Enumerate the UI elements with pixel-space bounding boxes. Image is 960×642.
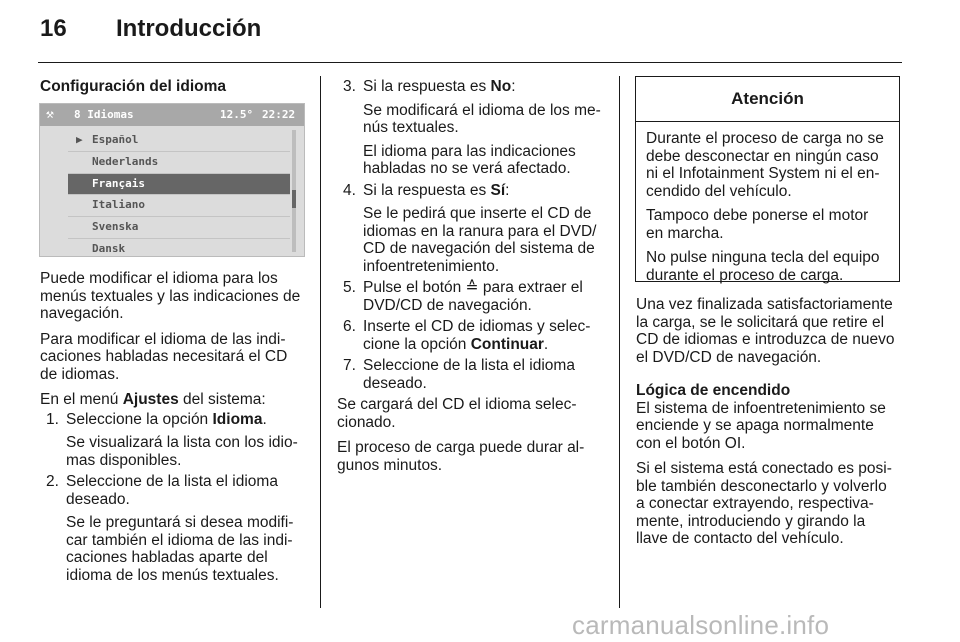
step-number: 1. [46, 410, 59, 428]
step-text: Seleccione de la lista el idioma deseado. [363, 357, 575, 392]
screen-scrollbar [292, 130, 296, 252]
step-text: Si la respuesta es No: [363, 78, 516, 95]
text: del sistema: [178, 391, 266, 408]
step-4 [337, 182, 609, 276]
step-5 [337, 279, 609, 314]
screen-time: 22:22 [262, 108, 296, 121]
step-note: Se le pedirá que inserte el CD de idiomas en la ranura para el DVD/ CD de navegación del sistema de infoentretenimiento. [363, 205, 597, 275]
steps-list [40, 411, 312, 585]
logic-paragraph: El sistema de infoentretenimiento se enciende y se apaga normalmente con el botón OI. [636, 399, 886, 452]
language-menu-screenshot [39, 103, 305, 257]
attention-paragraph: Durante el proceso de carga no se debe desconectar en ningún caso ni el Infotainment System ni el en- cendido del vehículo. [646, 130, 884, 200]
step-text: Si la respuesta es Sí: [363, 181, 510, 199]
middle-column [337, 78, 609, 482]
section-title: Configuración del idioma [40, 78, 227, 95]
step-2 [40, 473, 312, 584]
attention-paragraph: Tampoco debe ponerse el motor en marcha. [646, 207, 869, 242]
language-item [68, 195, 290, 217]
step-number: 7. [343, 357, 356, 374]
play-arrow-icon: ▶ [76, 133, 83, 146]
step-6 [337, 318, 609, 353]
cd-paragraph [40, 331, 312, 384]
attention-box [635, 76, 900, 282]
logic-title: Lógica de encendido [636, 382, 791, 399]
language-label: Français [92, 176, 145, 190]
step-number: 6. [343, 318, 356, 335]
menu-name: Ajustes [122, 391, 179, 408]
text: En el menú [40, 391, 123, 408]
attention-paragraph: No pulse ninguna tecla del equipo durante el proceso de carga. [646, 249, 880, 284]
settings-icon: ⚒ [46, 107, 54, 122]
language-list [68, 130, 290, 260]
language-item [68, 130, 290, 152]
language-item [68, 217, 290, 239]
intro-paragraph [40, 270, 312, 323]
language-item-selected [68, 174, 290, 196]
steps-list-continued [337, 78, 609, 392]
step-note: Se visualizará la lista con los idio- mas disponibles. [66, 434, 298, 469]
language-label: Español [92, 133, 139, 146]
language-label: Nederlands [92, 154, 159, 168]
step-1 [40, 411, 312, 470]
after-load-paragraph: Una vez finalizada satisfactoriamente la carga, se le solicitará que retire el CD de idiomas e introduzca de nuevo el DVD/CD de navegación. [636, 296, 895, 366]
left-column-text [40, 270, 312, 588]
language-label: Italiano [92, 198, 145, 212]
step-number: 3. [343, 78, 356, 95]
line: navegación. [40, 305, 124, 322]
column-divider-2 [619, 76, 620, 608]
language-label: Svenska [92, 220, 139, 234]
scrollbar-thumb [292, 190, 296, 208]
left-column [40, 78, 312, 104]
step-text: Seleccione de la lista el idioma deseado. [66, 473, 278, 508]
screen-title: 8 Idiomas [74, 108, 134, 121]
step-text: Pulse el botón ≙ para extraer el DVD/CD de navegación. [363, 279, 583, 314]
line: menús textuales y las indicaciones de [40, 287, 301, 305]
step-text: Seleccione la opción Idioma. [66, 410, 267, 428]
loaded-paragraph: Se cargará del CD el idioma selec- cionado. [337, 396, 577, 431]
language-item [68, 239, 290, 260]
step-note: Se modificará el idioma de los me- nús textuales. [363, 101, 601, 136]
column-divider-1 [320, 76, 321, 608]
step-3 [337, 78, 609, 178]
attention-title: Atención [636, 77, 899, 122]
step-number: 4. [343, 181, 356, 199]
line: Puede modificar el idioma para los [40, 270, 278, 287]
step-text: Inserte el CD de idiomas y selec- cione la opción Continuar. [363, 318, 591, 353]
chapter-title: Introducción [116, 15, 262, 42]
watermark: carmanualsonline.info [572, 610, 830, 640]
line: caciones habladas necesitará el CD [40, 348, 288, 365]
screen-temperature: 12.5° [220, 108, 254, 121]
line: de idiomas. [40, 365, 120, 383]
step-number: 2. [46, 473, 59, 490]
language-item [68, 152, 290, 174]
line: Para modificar el idioma de las indi- [40, 330, 286, 348]
language-label: Dansk [92, 241, 126, 255]
attention-body [636, 122, 899, 284]
screen-status-bar [40, 104, 304, 126]
step-number: 5. [343, 279, 356, 296]
step-note: El idioma para las indicaciones habladas no se verá afectado. [363, 142, 576, 177]
logic-paragraph-2: Si el sistema está conectado es posi- ble también desconectarlo y volverlo a conectar extrayendo, respectiva- mente, introduciendo y girando la llave de contacto del vehículo. [636, 460, 892, 547]
right-column-text [636, 296, 906, 556]
duration-paragraph: El proceso de carga puede durar al- gunos minutos. [337, 439, 585, 474]
step-note: Se le preguntará si desea modifi- car también el idioma de las indi- caciones habladas aparte del idioma de los menús textuales. [66, 514, 294, 584]
page-number: 16 [40, 15, 67, 42]
menu-intro [40, 391, 312, 409]
step-7 [337, 357, 609, 392]
